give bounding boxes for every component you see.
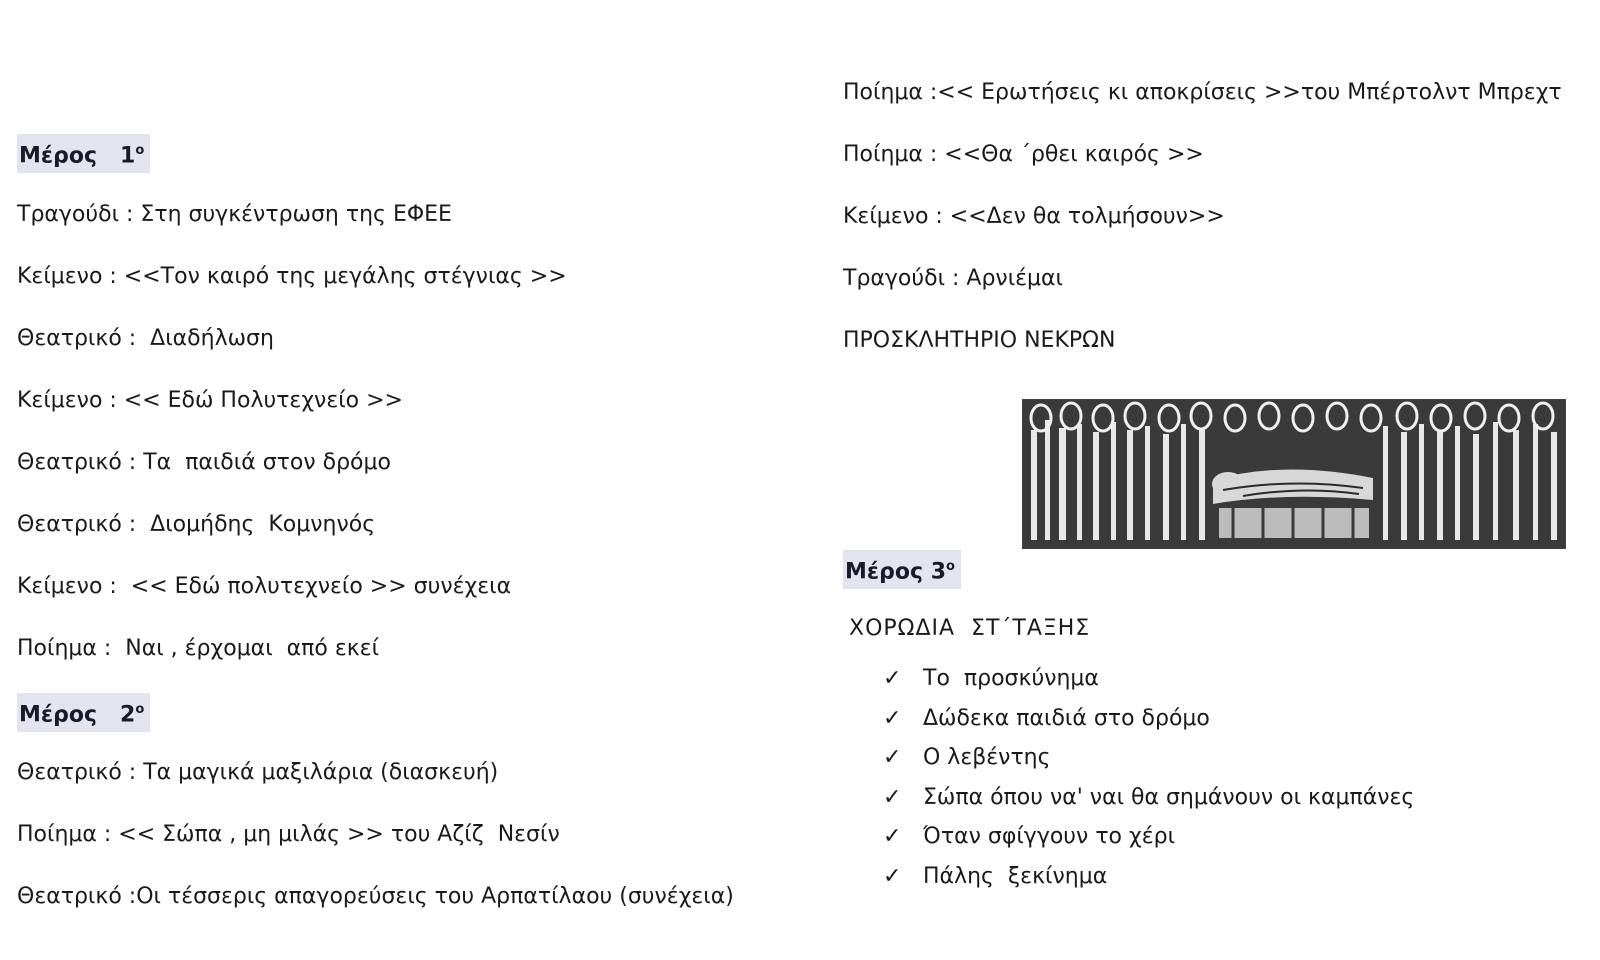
mourning-relief-illustration [1022,399,1566,549]
check-icon: ✓ [883,824,902,849]
part-3-number: 3 [930,559,947,585]
list-item [883,704,1414,744]
check-icon: ✓ [883,705,902,731]
list-item [883,822,1414,862]
program-item: Θεατρικό : Τα μαγικά μαξιλάρια (διασκευή) [17,760,499,785]
part-1-ordinal: ο [135,143,145,158]
program-item: Κείμενο : << Εδώ πολυτεχνείο >> συνέχεια [17,574,512,599]
choir-song: Δώδεκα παιδιά στο δρόμο [923,705,1210,731]
choir-song: Όταν σφίγγουν το χέρι [923,824,1176,849]
check-icon: ✓ [883,863,902,889]
choir-song-list [883,664,1414,901]
list-item [883,783,1414,823]
program-item: Τραγούδι : Στη συγκέντρωση της ΕΦΕΕ [17,202,452,227]
part-1-label: Μέρος [19,143,98,169]
program-item: Κείμενο : <<Τον καιρό της μεγάλης στέγνιας >> [17,264,567,289]
program-item: Ποίημα :<< Ερωτήσεις κι αποκρίσεις >>του Μπέρτολντ Μπρεχτ [843,80,1562,105]
program-item: Ποίημα : <<Θα ΄ρθει καιρός >> [843,142,1204,167]
choir-song: Ο λεβέντης [923,745,1051,770]
list-item [883,743,1414,783]
list-item [883,862,1414,902]
part-3-ordinal: ο [946,559,955,574]
program-item: Ποίημα : << Σώπα , μη μιλάς >> του Αζίζ Νεσίν [17,822,560,847]
relief-artwork [1023,400,1565,548]
part-2-heading [17,693,150,732]
check-icon: ✓ [883,784,902,810]
list-item [883,664,1414,704]
program-item: Κείμενο : << Εδώ Πολυτεχνείο >> [17,388,403,413]
program-item: Τραγούδι : Αρνιέμαι [843,266,1063,291]
choir-song: Σώπα όπου να' ναι θα σημάνουν οι καμπάνες [923,784,1415,810]
program-item: Θεατρικό : Διαδήλωση [17,326,274,351]
part-1-number: 1 [120,143,136,169]
part-3-heading [843,550,961,589]
part-2-ordinal: ο [135,702,145,717]
part-3-label: Μέρος [845,559,924,585]
program-item: Θεατρικό : Διομήδης Κομνηνός [17,512,376,537]
part-2-label: Μέρος [19,702,98,728]
program-item: Θεατρικό : Τα παιδιά στον δρόμο [17,450,391,475]
program-item: Θεατρικό :Οι τέσσερις απαγορεύσεις του Αρπατίλαου (συνέχεια) [17,884,734,909]
part-2-number: 2 [120,702,136,728]
choir-title: ΧΟΡΩΔΙΑ ΣΤ΄ΤΑΞΗΣ [849,616,1091,641]
choir-song: Το προσκύνημα [923,666,1099,691]
check-icon: ✓ [883,745,902,770]
program-item: Κείμενο : <<Δεν θα τολμήσουν>> [843,204,1225,229]
program-item-heading: ΠΡΟΣΚΛΗΤΗΡΙΟ ΝΕΚΡΩΝ [843,328,1116,353]
part-1-heading [17,134,150,173]
check-icon: ✓ [883,666,902,691]
program-item: Ποίημα : Ναι , έρχομαι από εκεί [17,636,380,661]
choir-song: Πάλης ξεκίνημα [923,863,1108,889]
